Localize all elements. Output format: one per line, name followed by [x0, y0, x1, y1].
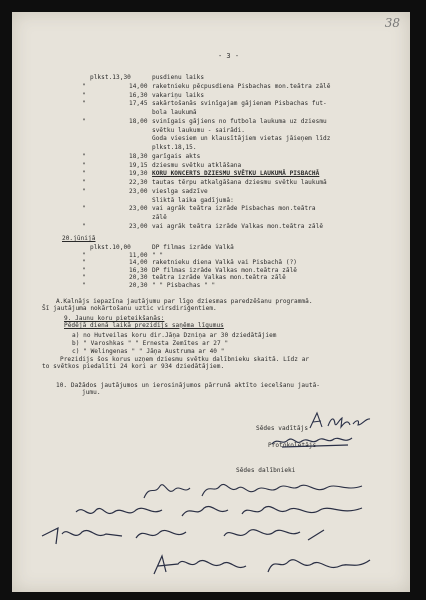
row-mark: " [82, 282, 86, 289]
row-text: dziesmu svētku atklāšana [152, 161, 242, 169]
row-text: plkst.18,15. [152, 144, 197, 151]
row-mark: " [82, 100, 86, 108]
page-dash: - 3 - [218, 52, 240, 60]
row-text: teātra izrāde Valkas mon.teātra zālē [152, 274, 286, 282]
row-time: 19,30 [129, 170, 148, 178]
row-text: KORU KONCERTS DZIESMU SVĒTKU LAUKUMĀ PISBACHĀ [152, 170, 320, 178]
row-mark: " [82, 222, 86, 230]
row-mark: " [82, 82, 86, 90]
page-number: 38 [384, 16, 400, 30]
item9-intro: Pēdējā dienā laikā prezidijs saņēma līgumus [64, 322, 224, 329]
row-text: raketnieku diena Valkā vai Pisbachā (?) [152, 259, 298, 267]
row-time: 18,00 [129, 117, 148, 125]
row-text: vakariņu laiks [152, 91, 205, 99]
row-time: 22,30 [129, 179, 148, 186]
document-page [12, 12, 410, 592]
participants-label: Sēdes dalībnieki [236, 467, 296, 474]
paragraph-a-line2: Šī jautājuma nokārtošanu uztic virsdiriģentiem. [42, 305, 217, 312]
row-time: 20,30 [129, 282, 148, 289]
row-mark: " [82, 91, 86, 99]
row-text: vai agrāk teātra izrāde Valkas mon.teātra zālē [152, 222, 324, 230]
row-time: 14,00 [129, 259, 148, 267]
row-time: plkst.13,30 [90, 74, 131, 81]
row-text: svinīgais gājiens no futbola laukuma uz dziesmu [152, 117, 327, 125]
row-time: 23,00 [129, 187, 148, 195]
item10-line2: jumu. [82, 389, 101, 396]
secretary-label: Protokolētājs [268, 442, 317, 449]
row-text: garīgais akts [152, 152, 201, 160]
row-time: 16,30 [129, 266, 148, 274]
row-time: 14,00 [129, 82, 148, 90]
row-text: sakārtošanās svinīgajam gājienam Pisbachas fut- [152, 100, 327, 108]
row-text: zālē [152, 214, 167, 221]
item9-entry-c: c) " Welingenas " " Jāņa Austruma ar 40 " [72, 348, 225, 355]
row-text: Sliktā laika gadījumā: [152, 196, 234, 204]
row-mark: " [82, 152, 86, 160]
row-time: plkst.10,00 [90, 244, 131, 251]
row-mark: " [82, 170, 86, 178]
item9-closing-line2: to svētkos piedalīti 24 kori ar 934 dziedātājiem. [42, 363, 225, 370]
date-heading: 20.jūnijā [62, 235, 96, 242]
row-time: 11,00 [129, 251, 148, 259]
row-time: 23,00 [129, 222, 148, 230]
row-mark: " [82, 187, 86, 195]
row-mark: " [82, 161, 86, 169]
participant-signature-4 [148, 548, 378, 586]
row-text: pusdienu laiks [152, 74, 205, 81]
paragraph-a-line1: A.Kalnājs iepazīna jautājumu par līgo dziesmas paredzēšanu programmā. [56, 298, 313, 305]
row-text: vai agrāk teātra izrāde Pisbachas mon.teātra [152, 205, 316, 213]
row-text: Goda viesiem un klausītājiem vietas jāieņem līdz [152, 135, 331, 143]
row-mark: " [82, 179, 86, 186]
item9-entry-a: a) no Hutveilas koru dir.Jāņa Dzniņa ar 30 dziedātājiem [72, 332, 277, 339]
item9-heading: 9. Jaunu koru pieteikšanās: [64, 315, 165, 322]
row-time: 20,30 [129, 274, 148, 282]
row-time: 23,00 [129, 205, 148, 213]
row-time: 16,30 [129, 91, 148, 99]
row-text: vieslga sadzīve [152, 187, 208, 195]
row-mark: " [82, 117, 86, 125]
row-text: DP filmas izrāde Valkas mon.teātra zālē [152, 266, 298, 274]
item9-closing-line1: Prezidijs šos korus uzņem dziesmu svētku dalībnieku skaitā. Līdz ar [60, 356, 310, 363]
row-mark: " [82, 266, 86, 274]
row-text: raketnieku pēcpusdiena Pisbachas mon.teātra zālē [152, 82, 331, 90]
row-text: tautas tērpu atkalgāšana dziesmu svētku laukumā [152, 179, 327, 186]
item10-line1: 10. Dažādos jautājumos un ierosinājumos pārrunā aktīto iecelšanu jautā- [56, 382, 321, 389]
row-time: 18,30 [129, 152, 148, 160]
row-text: DP filmas izrāde Valkā [152, 244, 234, 251]
row-text: " " [152, 251, 164, 259]
row-mark: " [82, 205, 86, 213]
item9-entry-b: b) " Varoshkas " " Ernesta Zemītes ar 27 " [72, 340, 229, 347]
chair-label: Sēdes vadītājs [256, 425, 309, 432]
secretary-signature [268, 432, 363, 456]
row-mark: " [82, 259, 86, 267]
row-mark: " [82, 274, 86, 282]
row-time: 17,45 [129, 100, 148, 108]
row-mark: " [82, 251, 86, 259]
row-text: svētku laukumu - sairādi. [152, 126, 245, 134]
row-text: " " Pisbachas " " [152, 282, 216, 289]
row-text: bola laukumā [152, 109, 197, 116]
row-time: 19,15 [129, 161, 148, 169]
